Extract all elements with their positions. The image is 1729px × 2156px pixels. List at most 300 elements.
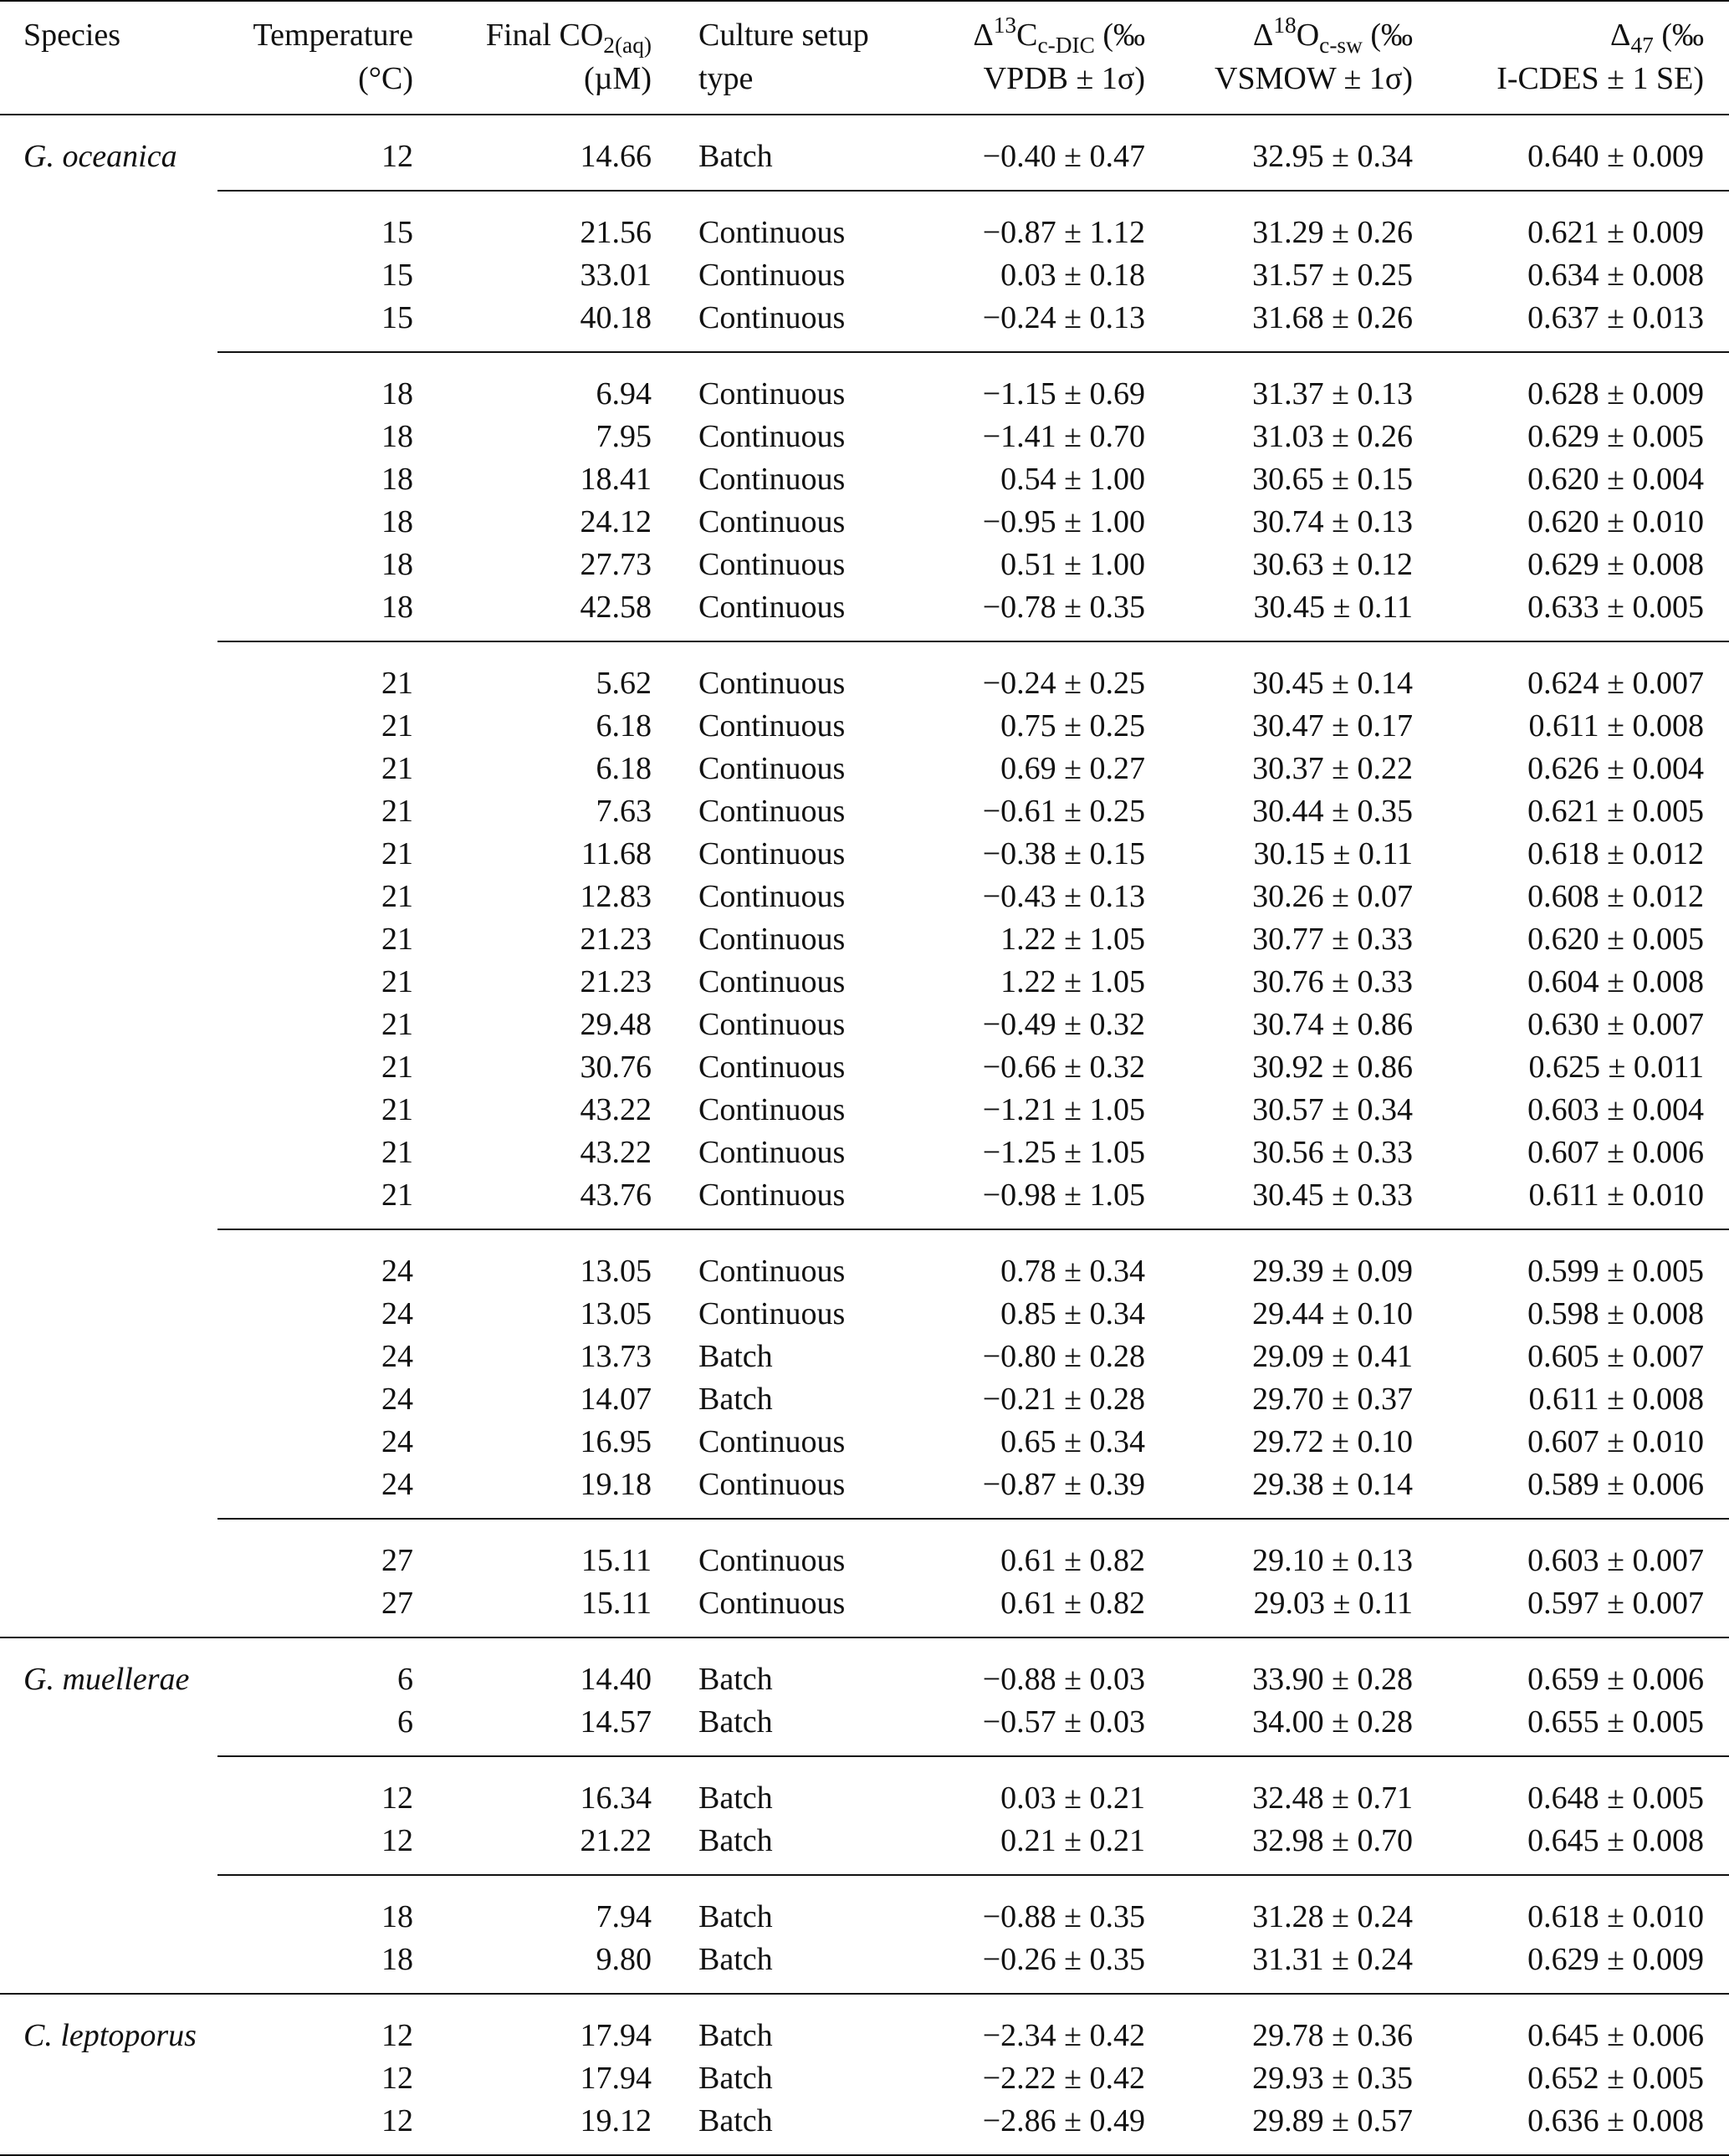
header-co2-main: Final CO (485, 18, 604, 53)
temperature-cell: 12 (217, 115, 437, 191)
species-cell (0, 790, 217, 833)
table-row (0, 1336, 1729, 1378)
header-d47-line2: I-CDES ± 1 SE) (1496, 61, 1704, 96)
species-cell (0, 1089, 217, 1132)
species-cell (0, 297, 217, 352)
co2-cell: 6.18 (596, 708, 652, 743)
d13c-cell: −0.88 ± 0.35 (982, 1899, 1145, 1934)
d13c-cell: −2.34 ± 0.42 (982, 2018, 1145, 2053)
d18o-cell: 30.76 ± 0.33 (1252, 964, 1413, 999)
table-row (0, 1229, 1729, 1293)
d18o-cell: 30.92 ± 0.86 (1252, 1050, 1413, 1085)
temperature-cell: 21 (381, 1092, 413, 1127)
d18o-cell: 30.56 ± 0.33 (1252, 1135, 1413, 1170)
d13c-cell: 0.54 ± 1.00 (1000, 462, 1145, 497)
d18o-cell: 33.90 ± 0.28 (1252, 1662, 1413, 1697)
table-row (0, 1046, 1729, 1089)
table-body (0, 115, 1729, 2155)
d13c-cell: 0.21 ± 0.21 (872, 1820, 1169, 1875)
temperature-cell: 21 (217, 1174, 437, 1229)
temperature-cell: 24 (381, 1254, 413, 1289)
d13c-cell: −0.38 ± 0.15 (982, 836, 1145, 871)
co2-cell: 21.23 (580, 964, 652, 999)
table-row (0, 544, 1729, 586)
co2-cell: 15.11 (437, 1582, 675, 1637)
species-cell (0, 705, 217, 748)
d47-cell: 0.608 ± 0.012 (1527, 879, 1704, 914)
setup-cell: Continuous (675, 1582, 872, 1637)
header-d13c-line2: VPDB ± 1σ) (983, 61, 1145, 96)
d18o-cell: 31.28 ± 0.24 (1252, 1899, 1413, 1934)
d47-cell: 0.620 ± 0.005 (1527, 922, 1704, 957)
header-d13c-sub: c-DIC (1037, 32, 1095, 58)
d18o-cell: 30.26 ± 0.07 (1252, 879, 1413, 914)
setup-cell: Continuous (698, 836, 846, 871)
d13c-cell: −0.95 ± 1.00 (982, 504, 1145, 539)
d47-cell: 0.621 ± 0.005 (1527, 794, 1704, 829)
co2-cell: 24.12 (580, 504, 652, 539)
co2-cell: 21.56 (580, 215, 652, 250)
d47-cell: 0.640 ± 0.009 (1436, 115, 1729, 191)
species-cell (0, 833, 217, 876)
species-cell (0, 2057, 217, 2100)
d13c-cell: −2.22 ± 0.42 (982, 2061, 1145, 2096)
temperature-cell: 15 (217, 297, 437, 352)
species-cell (0, 1701, 217, 1756)
species-cell (0, 1519, 217, 1582)
d47-cell: 0.589 ± 0.006 (1436, 1464, 1729, 1519)
table-row (0, 297, 1729, 352)
co2-cell: 7.95 (596, 419, 652, 454)
d47-cell: 0.630 ± 0.007 (1527, 1007, 1704, 1042)
temperature-cell: 24 (381, 1382, 413, 1417)
temperature-cell: 18 (381, 547, 413, 582)
co2-cell: 9.80 (437, 1939, 675, 1994)
co2-cell: 42.58 (437, 586, 675, 641)
d13c-cell: 0.51 ± 1.00 (1000, 547, 1145, 582)
setup-cell: Continuous (675, 1174, 872, 1229)
species-cell (0, 416, 217, 458)
table-row (0, 352, 1729, 416)
header-co2-line1 (460, 13, 652, 57)
d18o-cell: 30.63 ± 0.12 (1252, 547, 1413, 582)
header-d18o-line2: VSMOW ± 1σ) (1215, 61, 1413, 96)
setup-cell: Continuous (698, 964, 846, 999)
temperature-cell: 18 (381, 504, 413, 539)
header-d18o-line1 (1192, 13, 1413, 57)
header-d18o-prefix: Δ (1252, 18, 1274, 53)
d13c-cell: 1.22 ± 1.05 (1000, 964, 1145, 999)
table-row (0, 1756, 1729, 1820)
temperature-cell: 18 (381, 1899, 413, 1934)
co2-cell: 11.68 (581, 836, 652, 871)
table-row (0, 254, 1729, 297)
co2-cell: 21.22 (437, 1820, 675, 1875)
d18o-cell: 32.98 ± 0.70 (1169, 1820, 1436, 1875)
co2-cell: 43.22 (580, 1092, 652, 1127)
temperature-cell: 15 (381, 215, 413, 250)
setup-cell: Continuous (698, 666, 846, 701)
d13c-cell: −0.78 ± 0.35 (872, 586, 1169, 641)
species-cell (0, 1336, 217, 1378)
table-row (0, 191, 1729, 254)
header-species-label: Species (23, 18, 121, 53)
temperature-cell: 24 (381, 1296, 413, 1331)
d13c-cell: 0.65 ± 0.34 (1000, 1424, 1145, 1459)
d47-cell: 0.645 ± 0.008 (1436, 1820, 1729, 1875)
d47-cell: 0.604 ± 0.008 (1527, 964, 1704, 999)
d18o-cell: 31.31 ± 0.24 (1169, 1939, 1436, 1994)
setup-cell: Batch (675, 2100, 872, 2155)
co2-cell: 21.23 (580, 922, 652, 957)
d13c-cell: −0.49 ± 0.32 (982, 1007, 1145, 1042)
header-setup (675, 1, 872, 115)
co2-cell: 17.94 (580, 2018, 652, 2053)
temperature-cell: 21 (381, 1050, 413, 1085)
d18o-cell: 30.37 ± 0.22 (1252, 751, 1413, 786)
d18o-cell: 29.10 ± 0.13 (1252, 1543, 1413, 1578)
d18o-cell: 30.74 ± 0.13 (1252, 504, 1413, 539)
d18o-cell: 29.70 ± 0.37 (1252, 1382, 1413, 1417)
d13c-cell: −0.57 ± 0.03 (872, 1701, 1169, 1756)
species-cell (0, 458, 217, 501)
table-row (0, 1820, 1729, 1875)
d13c-cell: −0.87 ± 1.12 (982, 215, 1145, 250)
d13c-cell: −1.25 ± 1.05 (982, 1135, 1145, 1170)
species-cell (0, 748, 217, 790)
species-cell (0, 1132, 217, 1174)
co2-cell: 6.18 (596, 751, 652, 786)
d13c-cell: 0.61 ± 0.82 (1000, 1543, 1145, 1578)
temperature-cell: 21 (381, 964, 413, 999)
header-d47-tail: (‰ (1653, 18, 1704, 53)
table-row (0, 501, 1729, 544)
header-co2 (437, 1, 675, 115)
d13c-cell: 1.22 ± 1.05 (1000, 922, 1145, 957)
header-d13c-tail: (‰ (1094, 18, 1145, 53)
d18o-cell: 29.78 ± 0.36 (1252, 2018, 1413, 2053)
species-cell (0, 918, 217, 961)
setup-cell: Batch (675, 1701, 872, 1756)
d47-cell: 0.618 ± 0.012 (1527, 836, 1704, 871)
d13c-cell: −0.24 ± 0.13 (872, 297, 1169, 352)
d18o-cell: 30.45 ± 0.11 (1169, 586, 1436, 641)
temperature-cell: 27 (217, 1582, 437, 1637)
d18o-cell: 31.68 ± 0.26 (1169, 297, 1436, 352)
setup-cell: Batch (698, 1339, 773, 1374)
co2-cell: 33.01 (580, 258, 652, 293)
table-row (0, 2100, 1729, 2155)
table-row (0, 458, 1729, 501)
co2-cell: 16.95 (580, 1424, 652, 1459)
co2-cell: 43.76 (437, 1174, 675, 1229)
table-row (0, 961, 1729, 1004)
setup-cell: Continuous (698, 1050, 846, 1085)
d47-cell: 0.599 ± 0.005 (1527, 1254, 1704, 1289)
table-row (0, 1875, 1729, 1939)
d18o-cell: 34.00 ± 0.28 (1169, 1701, 1436, 1756)
d18o-cell: 30.77 ± 0.33 (1252, 922, 1413, 957)
d47-cell: 0.607 ± 0.010 (1527, 1424, 1704, 1459)
temperature-cell: 6 (397, 1662, 413, 1697)
species-cell: G. muellerae (23, 1662, 190, 1697)
table-row (0, 1464, 1729, 1519)
setup-cell: Continuous (675, 297, 872, 352)
co2-cell: 43.22 (580, 1135, 652, 1170)
setup-cell: Continuous (698, 1296, 846, 1331)
setup-cell: Batch (675, 115, 872, 191)
setup-cell: Continuous (698, 1543, 846, 1578)
setup-cell: Batch (698, 1780, 773, 1816)
header-temperature (217, 1, 437, 115)
d47-cell: 0.603 ± 0.004 (1527, 1092, 1704, 1127)
temperature-cell: 18 (381, 376, 413, 411)
d13c-cell: 0.61 ± 0.82 (872, 1582, 1169, 1637)
setup-cell: Batch (698, 2018, 773, 2053)
temperature-cell: 18 (217, 586, 437, 641)
d47-cell: 0.621 ± 0.009 (1527, 215, 1704, 250)
species-cell (0, 1464, 217, 1519)
d18o-cell: 32.95 ± 0.34 (1169, 115, 1436, 191)
temperature-cell: 18 (217, 1939, 437, 1994)
d47-cell: 0.605 ± 0.007 (1527, 1339, 1704, 1374)
temperature-cell: 24 (381, 1424, 413, 1459)
header-setup-line1: Culture setup (698, 18, 869, 53)
d18o-cell: 31.29 ± 0.26 (1252, 215, 1413, 250)
table-row (0, 790, 1729, 833)
temperature-cell: 21 (381, 666, 413, 701)
co2-cell: 12.83 (580, 879, 652, 914)
d13c-cell: 0.69 ± 0.27 (1000, 751, 1145, 786)
species-cell (0, 1293, 217, 1336)
temperature-cell: 27 (381, 1543, 413, 1578)
d47-cell: 0.634 ± 0.008 (1527, 258, 1704, 293)
setup-cell: Batch (698, 1899, 773, 1934)
setup-cell: Continuous (698, 1007, 846, 1042)
table-row (0, 1378, 1729, 1421)
temperature-cell: 18 (381, 462, 413, 497)
d18o-cell: 31.03 ± 0.26 (1252, 419, 1413, 454)
d47-cell: 0.645 ± 0.006 (1527, 2018, 1704, 2053)
co2-cell: 19.18 (437, 1464, 675, 1519)
d47-cell: 0.626 ± 0.004 (1527, 751, 1704, 786)
d13c-cell: −1.41 ± 0.70 (982, 419, 1145, 454)
setup-cell: Continuous (698, 708, 846, 743)
temperature-cell: 21 (381, 1135, 413, 1170)
species-cell (0, 544, 217, 586)
d13c-cell: −0.66 ± 0.32 (982, 1050, 1145, 1085)
d47-cell: 0.628 ± 0.009 (1527, 376, 1704, 411)
d18o-cell: 30.45 ± 0.33 (1169, 1174, 1436, 1229)
header-d18o-main: O (1296, 18, 1320, 53)
temperature-cell: 12 (381, 2018, 413, 2053)
co2-cell: 14.40 (580, 1662, 652, 1697)
co2-cell: 15.11 (581, 1543, 652, 1578)
header-d13c (872, 1, 1169, 115)
table-row (0, 1293, 1729, 1336)
table-row (0, 918, 1729, 961)
species-cell (0, 1229, 217, 1293)
header-temperature-line1: Temperature (253, 18, 413, 53)
co2-cell: 18.41 (580, 462, 652, 497)
d13c-cell: −2.86 ± 0.49 (872, 2100, 1169, 2155)
d18o-cell: 29.93 ± 0.35 (1252, 2061, 1413, 2096)
species-cell (0, 1875, 217, 1939)
d47-cell: 0.636 ± 0.008 (1436, 2100, 1729, 2155)
d18o-cell: 32.48 ± 0.71 (1252, 1780, 1413, 1816)
temperature-cell: 12 (381, 2061, 413, 2096)
co2-cell: 14.66 (437, 115, 675, 191)
table-row (0, 705, 1729, 748)
header-co2-sub: 2(aq) (603, 32, 652, 58)
table-row (0, 1089, 1729, 1132)
d47-cell: 0.598 ± 0.008 (1527, 1296, 1704, 1331)
d47-cell: 0.648 ± 0.005 (1527, 1780, 1704, 1816)
d13c-cell: −0.80 ± 0.28 (982, 1339, 1145, 1374)
table-row (0, 1132, 1729, 1174)
d18o-cell: 30.65 ± 0.15 (1252, 462, 1413, 497)
species-cell (0, 1004, 217, 1046)
species-cell (0, 254, 217, 297)
species-cell: C. leptoporus (23, 2018, 197, 2053)
d47-cell: 0.629 ± 0.009 (1436, 1939, 1729, 1994)
header-temperature-line2: (°C) (358, 61, 413, 96)
table-row (0, 1519, 1729, 1582)
setup-cell: Continuous (698, 1254, 846, 1289)
d18o-cell: 31.57 ± 0.25 (1252, 258, 1413, 293)
header-d18o-sup: 18 (1273, 12, 1297, 38)
co2-cell: 5.62 (596, 666, 652, 701)
d13c-cell: −0.26 ± 0.35 (872, 1939, 1169, 1994)
table-row (0, 1994, 1729, 2057)
table-row (0, 416, 1729, 458)
temperature-cell: 12 (217, 1820, 437, 1875)
species-cell (0, 1582, 217, 1637)
table-row (0, 748, 1729, 790)
d18o-cell: 30.45 ± 0.14 (1252, 666, 1413, 701)
header-d47-sub: 47 (1630, 32, 1654, 58)
d13c-cell: −0.88 ± 0.03 (982, 1662, 1145, 1697)
table-row (0, 1582, 1729, 1637)
co2-cell: 14.57 (437, 1701, 675, 1756)
temperature-cell: 21 (381, 794, 413, 829)
species-cell (0, 1820, 217, 1875)
species-cell (0, 641, 217, 705)
d18o-cell: 30.47 ± 0.17 (1252, 708, 1413, 743)
co2-cell: 30.76 (580, 1050, 652, 1085)
d18o-cell: 31.37 ± 0.13 (1252, 376, 1413, 411)
co2-cell: 6.94 (596, 376, 652, 411)
d47-cell: 0.629 ± 0.008 (1527, 547, 1704, 582)
table-row (0, 1701, 1729, 1756)
d18o-cell: 29.03 ± 0.11 (1169, 1582, 1436, 1637)
d13c-cell: −0.98 ± 1.05 (872, 1174, 1169, 1229)
d13c-cell: −0.40 ± 0.47 (872, 115, 1169, 191)
temperature-cell: 15 (381, 258, 413, 293)
temperature-cell: 6 (217, 1701, 437, 1756)
co2-cell: 16.34 (580, 1780, 652, 1816)
d47-cell: 0.659 ± 0.006 (1527, 1662, 1704, 1697)
d18o-cell: 29.72 ± 0.10 (1252, 1424, 1413, 1459)
temperature-cell: 21 (381, 1007, 413, 1042)
temperature-cell: 21 (381, 836, 413, 871)
d13c-cell: −1.15 ± 0.69 (982, 376, 1145, 411)
setup-cell: Continuous (698, 376, 846, 411)
table-row (0, 876, 1729, 918)
d47-cell: 0.637 ± 0.013 (1436, 297, 1729, 352)
header-d13c-prefix: Δ (973, 18, 994, 53)
setup-cell: Continuous (698, 547, 846, 582)
species-cell (0, 191, 217, 254)
d18o-cell: 30.57 ± 0.34 (1252, 1092, 1413, 1127)
co2-cell: 17.94 (580, 2061, 652, 2096)
d18o-cell: 29.89 ± 0.57 (1169, 2100, 1436, 2155)
d47-cell: 0.625 ± 0.011 (1528, 1050, 1704, 1085)
d47-cell: 0.629 ± 0.005 (1527, 419, 1704, 454)
d18o-cell: 29.09 ± 0.41 (1252, 1339, 1413, 1374)
setup-cell: Continuous (698, 215, 846, 250)
co2-cell: 13.05 (580, 1296, 652, 1331)
table-row (0, 1637, 1729, 1701)
header-d47 (1436, 1, 1729, 115)
species-cell (0, 876, 217, 918)
setup-cell: Continuous (698, 922, 846, 957)
co2-cell: 19.12 (437, 2100, 675, 2155)
d47-cell: 0.597 ± 0.007 (1436, 1582, 1729, 1637)
setup-cell: Continuous (698, 1424, 846, 1459)
setup-cell: Batch (675, 1939, 872, 1994)
co2-cell: 13.05 (580, 1254, 652, 1289)
d13c-cell: 0.03 ± 0.18 (1000, 258, 1145, 293)
d13c-cell: −0.61 ± 0.25 (982, 794, 1145, 829)
header-d18o-sub: c-sw (1319, 32, 1363, 58)
species-cell (0, 1421, 217, 1464)
table-row (0, 1004, 1729, 1046)
table-row (0, 115, 1729, 191)
d47-cell: 0.611 ± 0.008 (1528, 708, 1704, 743)
species-cell (0, 1378, 217, 1421)
temperature-cell: 12 (217, 2100, 437, 2155)
d47-cell: 0.633 ± 0.005 (1436, 586, 1729, 641)
d13c-cell: −1.21 ± 1.05 (982, 1092, 1145, 1127)
header-row (0, 1, 1729, 115)
temperature-cell: 21 (381, 922, 413, 957)
species-cell (0, 2100, 217, 2155)
species-cell (0, 1756, 217, 1820)
header-d13c-line1 (895, 13, 1145, 57)
d47-cell: 0.607 ± 0.006 (1527, 1135, 1704, 1170)
d47-cell: 0.620 ± 0.004 (1527, 462, 1704, 497)
setup-cell: Continuous (698, 879, 846, 914)
temperature-cell: 12 (381, 1780, 413, 1816)
d47-cell: 0.624 ± 0.007 (1527, 666, 1704, 701)
setup-cell: Continuous (698, 419, 846, 454)
setup-cell: Continuous (698, 1092, 846, 1127)
species-cell (0, 501, 217, 544)
species-cell (0, 1939, 217, 1994)
d18o-cell: 29.44 ± 0.10 (1252, 1296, 1413, 1331)
temperature-cell: 21 (381, 751, 413, 786)
d47-cell: 0.655 ± 0.005 (1436, 1701, 1729, 1756)
species-cell (0, 586, 217, 641)
d47-cell: 0.618 ± 0.010 (1527, 1899, 1704, 1934)
setup-cell: Batch (675, 1820, 872, 1875)
co2-cell: 13.73 (580, 1339, 652, 1374)
d47-cell: 0.611 ± 0.008 (1528, 1382, 1704, 1417)
setup-cell: Continuous (698, 258, 846, 293)
d18o-cell: 29.38 ± 0.14 (1169, 1464, 1436, 1519)
d18o-cell: 30.44 ± 0.35 (1252, 794, 1413, 829)
